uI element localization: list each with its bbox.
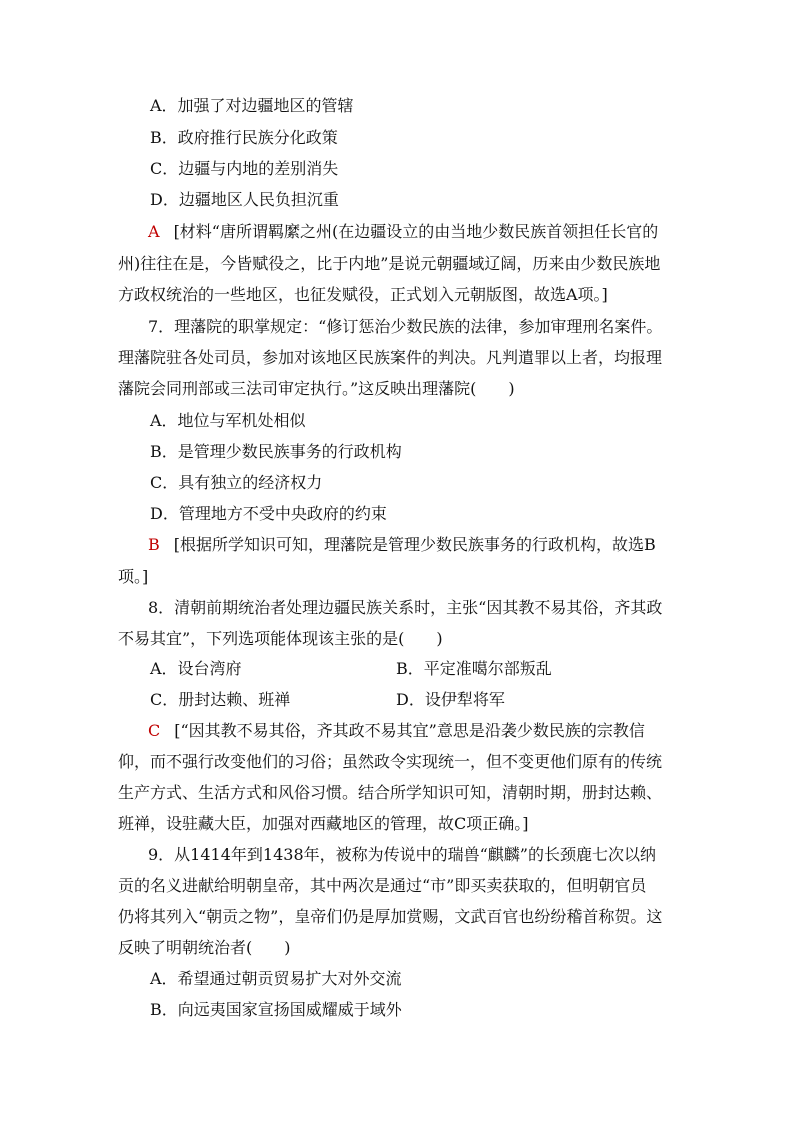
q8-answer-line-1 <box>148 719 645 743</box>
q8-explanation-3: 生产方式、生活方式和风俗习惯。结合所学知识可知，清朝时期，册封达赖、 <box>118 783 663 802</box>
q7-stem-3: 藩院会同刑部或三法司审定执行。”这反映出理藩院( ) <box>118 379 515 398</box>
q6-option-c: C．边疆与内地的差别消失 <box>150 159 339 178</box>
q9-stem-2: 贡的名义进献给明朝皇帝，其中两次是通过“市”即买卖获取的，但明朝官员 <box>118 876 647 895</box>
q8-stem-1: 8．清朝前期统治者处理边疆民族关系时，主张“因其教不易其俗，齐其政 <box>148 598 663 617</box>
q6-explanation-1: [材料“唐所谓羁縻之州(在边疆设立的由当地少数民族首领担任长官的 <box>173 222 659 241</box>
q7-stem-1: 7．理藩院的职掌规定：“修订惩治少数民族的法律，参加审理刑名案件。 <box>148 317 663 336</box>
q7-option-b: B．是管理少数民族事务的行政机构 <box>150 442 402 461</box>
q8-option-d: D．设伊犁将军 <box>396 690 505 709</box>
q6-answer-letter: A <box>148 222 160 241</box>
q7-stem-2: 理藩院驻各处司员，参加对该地区民族案件的判决。凡判遣罪以上者，均报理 <box>118 348 663 367</box>
q6-option-b: B．政府推行民族分化政策 <box>150 128 338 147</box>
q7-option-a: A．地位与军机处相似 <box>150 411 306 430</box>
q8-option-c: C．册封达赖、班禅 <box>150 690 291 709</box>
q6-answer-line-1 <box>148 220 658 244</box>
q9-stem-3: 仍将其列入“朝贡之物”，皇帝们仍是厚加赏赐，文武百官也纷纷稽首称贺。这 <box>118 907 663 926</box>
q8-answer-letter: C <box>148 721 161 740</box>
q6-option-a: A．加强了对边疆地区的管辖 <box>150 96 354 115</box>
q9-stem-1: 9．从1414年到1438年，被称为传说中的瑞兽“麒麟”的长颈鹿七次以纳 <box>148 845 656 864</box>
q8-stem-2: 不易其宜”，下列选项能体现该主张的是( ) <box>118 629 443 648</box>
q8-explanation-1: [“因其教不易其俗，齐其政不易其宜”意思是沿袭少数民族的宗教信 <box>174 721 645 740</box>
q9-option-b: B．向远夷国家宣扬国威耀威于域外 <box>150 1000 402 1019</box>
q6-option-d: D．边疆地区人民负担沉重 <box>150 190 339 209</box>
q8-explanation-4: 班禅，设驻藏大臣，加强对西藏地区的管理，故C项正确。] <box>118 814 529 833</box>
q8-option-a: A．设台湾府 <box>150 659 242 678</box>
q9-stem-4: 反映了明朝统治者( ) <box>118 938 291 957</box>
q7-explanation-2: 项。] <box>118 567 149 586</box>
q9-option-a: A．希望通过朝贡贸易扩大对外交流 <box>150 969 402 988</box>
q6-explanation-2: 州)往往在是，今皆赋役之，比于内地”是说元朝疆域辽阔，历来由少数民族地 <box>118 254 661 273</box>
q7-answer-letter: B <box>148 535 160 554</box>
q7-explanation-1: [根据所学知识可知，理藩院是管理少数民族事务的行政机构，故选B <box>173 535 656 554</box>
q6-explanation-3: 方政权统治的一些地区，也征发赋役，正式划入元朝版图，故选A项。] <box>118 285 608 304</box>
q8-option-b: B．平定准噶尔部叛乱 <box>396 659 552 678</box>
q7-answer-line-1 <box>148 533 656 557</box>
q7-option-c: C．具有独立的经济权力 <box>150 473 323 492</box>
q8-explanation-2: 仰，而不强行改变他们的习俗；虽然政令实现统一，但不变更他们原有的传统 <box>118 752 663 771</box>
q7-option-d: D．管理地方不受中央政府的约束 <box>150 504 387 523</box>
